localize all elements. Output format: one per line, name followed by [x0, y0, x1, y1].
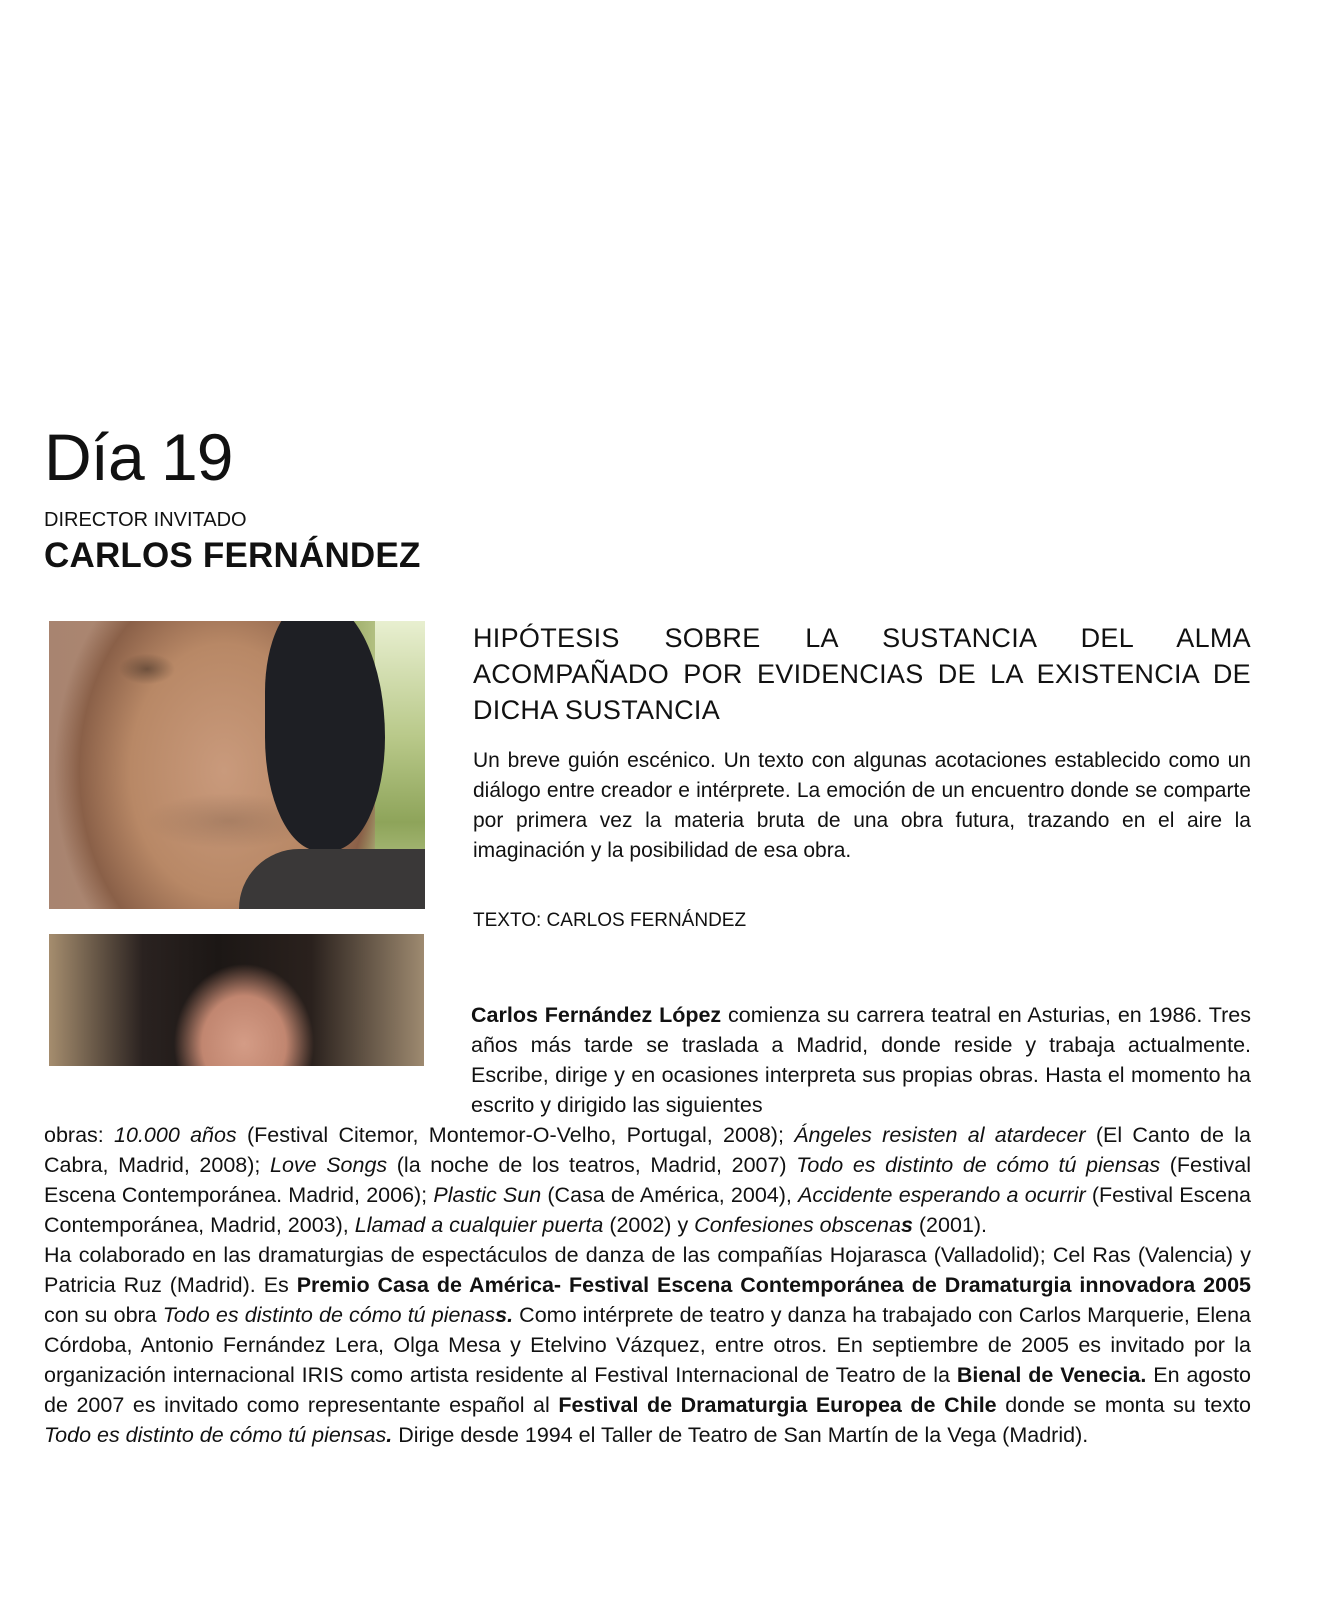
bio-text: En agosto de 2007 es invitado como representante español al: [44, 1363, 1252, 1417]
bio-text: (Festival Citemor, Montemor-O-Velho, Portugal, 2008);: [236, 1123, 795, 1147]
bio-text: (Festival Escena Contemporánea. Madrid, 2006);: [44, 1153, 1252, 1207]
work-title: HIPÓTESIS SOBRE LA SUSTANCIA DEL ALMA ACOMPAÑADO POR EVIDENCIAS DE LA EXISTENCIA DE DICHA SUSTANCIA: [473, 623, 1251, 725]
photo-shirt: [239, 849, 425, 909]
work-ref: Todo es distinto de cómo tú piensas: [44, 1423, 387, 1447]
bio-intro-text: comienza su carrera teatral en Asturias, en 1986. Tres años más tarde se traslada a Madrid, donde reside y trabaja actualmente. Escribe, dirige y en ocasiones interpreta sus propias obras. Hasta el momento ha escrito y dirigido las siguientes: [471, 1003, 1251, 1117]
work-ref: s.: [495, 1303, 514, 1327]
bio-name: Carlos Fernández López: [471, 1003, 722, 1027]
role-label: DIRECTOR INVITADO: [44, 509, 247, 531]
work-ref: Accidente esperando a ocurrir: [798, 1183, 1086, 1207]
bio-text: con su obra: [44, 1303, 163, 1327]
bio-career-paragraph: [44, 1240, 1251, 1450]
work-credit: TEXTO: CARLOS FERNÁNDEZ: [473, 910, 747, 931]
bio-text: donde se monta su texto: [996, 1393, 1252, 1417]
bio-intro: [471, 1000, 1251, 1120]
director-name: CARLOS FERNÁNDEZ: [44, 536, 421, 575]
work-ref: Confesiones obscena: [694, 1213, 901, 1237]
director-portrait-photo: [49, 621, 425, 909]
bio-text: (El Canto de la Cabra, Madrid, 2008);: [44, 1123, 1251, 1177]
bio-text: (Festival Escena Contemporánea, Madrid, 2003),: [44, 1183, 1252, 1237]
work-description: Un breve guión escénico. Un texto con algunas acotaciones establecido como un diálogo entre creador e intérprete. La emoción de un encuentro donde se comparte por primera vez la materia bruta de una obra futura, trazando en el aire la imaginación y la posibilidad de esa obra.: [473, 749, 1251, 862]
performer-portrait-photo: [49, 934, 424, 1066]
bio-text: (la noche de los teatros, Madrid, 2007): [387, 1153, 797, 1177]
bio-body: [44, 1120, 1251, 1450]
work-ref: s: [900, 1213, 913, 1237]
bio-text: Ha colaborado en las dramaturgias de espectáculos de danza de las compañías Hojarasca (Valladolid); Cel Ras (Valencia) y Patricia Ruz (Madrid). Es: [44, 1243, 1251, 1297]
work-ref: 10.000 años: [114, 1123, 237, 1147]
work-ref: Plastic Sun: [433, 1183, 542, 1207]
day-heading: Día 19: [44, 420, 233, 494]
work-ref: Love Songs: [269, 1153, 388, 1177]
award-name: Premio Casa de América- Festival Escena Contemporánea de Dramaturgia innovadora 2005: [296, 1273, 1252, 1297]
bio-text: Como intérprete de teatro y danza ha trabajado con Carlos Marquerie, Elena Córdoba, Antonio Fernández Lera, Olga Mesa y Etelvino Vázquez, entre otros. En septiembre de 2005 es invitado por la organización internacional IRIS como artista residente al Festival Internacional de Teatro de la: [44, 1303, 1252, 1387]
venice-biennale: Bienal de Venecia.: [956, 1363, 1147, 1387]
chile-festival: Festival de Dramaturgia Europea de Chile: [558, 1393, 997, 1417]
work-ref: Todo es distinto de cómo tú piensas: [796, 1153, 1161, 1177]
work-ref: Ángeles resisten al atardecer: [794, 1123, 1086, 1147]
work-ref: Todo es distinto de cómo tú pienas: [162, 1303, 496, 1327]
bio-text: (2002) y: [603, 1213, 695, 1237]
bio-text: obras:: [44, 1123, 115, 1147]
work-ref: .: [386, 1423, 393, 1447]
bio-works-paragraph: [44, 1120, 1251, 1240]
work-ref: Llamad a cualquier puerta: [354, 1213, 604, 1237]
bio-text: Dirige desde 1994 el Taller de Teatro de San Martín de la Vega (Madrid).: [392, 1423, 1089, 1447]
bio-text: (Casa de América, 2004),: [541, 1183, 799, 1207]
photo-beanie-hat: [265, 621, 385, 851]
bio-text: (2001).: [912, 1213, 988, 1237]
